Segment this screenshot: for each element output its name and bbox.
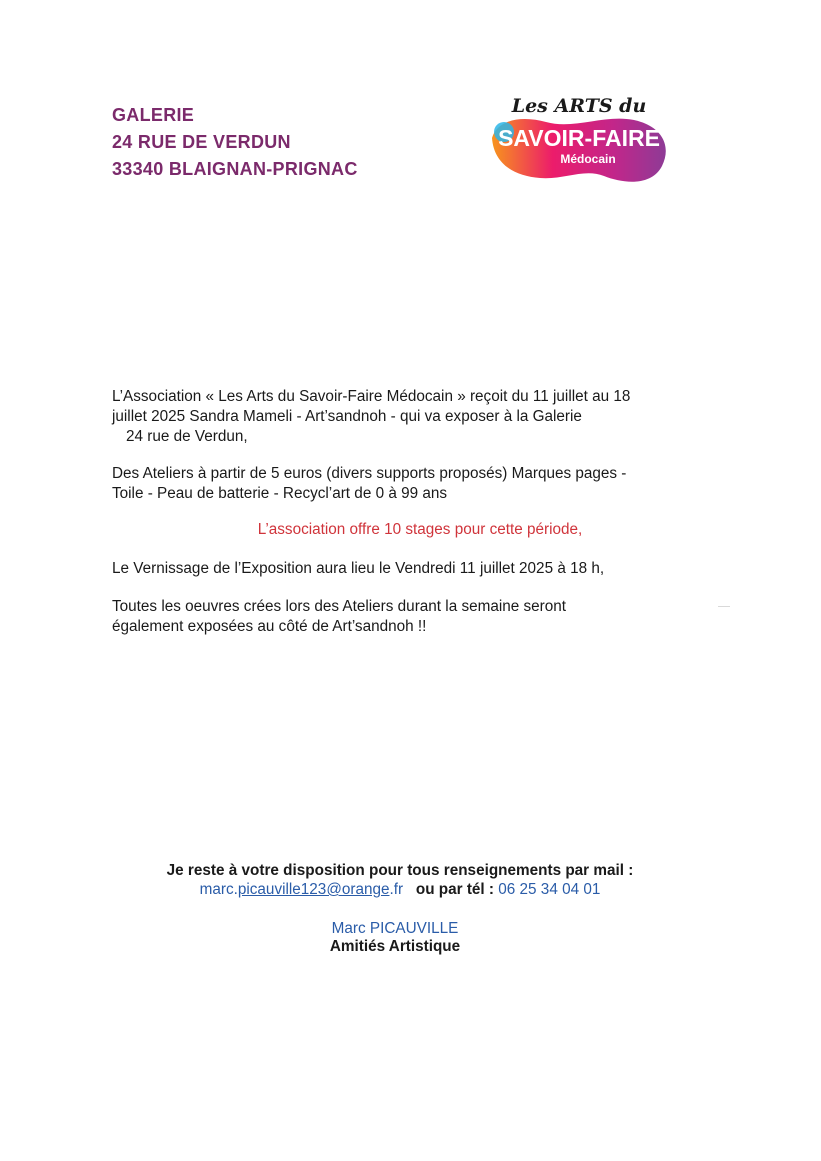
sender-line-city: 33340 BLAIGNAN-PRIGNAC	[112, 159, 358, 179]
paragraph-exhibition	[112, 387, 630, 447]
email-suffix: .fr	[389, 881, 404, 898]
logo-main-text: SAVOIR-FAIRE	[498, 125, 660, 151]
sender-line-gallery: GALERIE	[112, 105, 195, 125]
logo-top-text: Les ARTS du	[511, 95, 647, 117]
paragraph-vernissage	[112, 559, 604, 579]
sender-address	[112, 102, 358, 183]
paragraph-line: 24 rue de Verdun,	[126, 428, 248, 445]
scan-mark	[718, 606, 730, 607]
paragraph-line: Des Ateliers à partir de 5 euros (divers supports proposés) Marques pages -	[112, 465, 627, 482]
paragraph-line: L’Association « Les Arts du Savoir-Faire Médocain » reçoit du 11 juillet au 18	[112, 388, 631, 405]
paragraph-line: Toile - Peau de batterie - Recycl’art de 0 à 99 ans	[112, 485, 448, 502]
logo-graphic	[484, 88, 674, 193]
paragraph-line: Le Vernissage de l’Exposition aura lieu le Vendredi 11 juillet 2025 à 18 h,	[112, 560, 605, 577]
signature-closing: Amitiés Artistique	[329, 938, 461, 955]
association-logo	[484, 88, 674, 193]
contact-line	[0, 880, 800, 900]
logo-sub-text: Médocain	[560, 152, 616, 166]
paragraph-works	[112, 597, 566, 637]
sender-line-street: 24 RUE DE VERDUN	[112, 132, 291, 152]
paragraph-line: juillet 2025 Sandra Mameli - Art’sandnoh - qui va exposer à la Galerie	[112, 408, 582, 425]
contact-intro: Je reste à votre disposition pour tous renseignements par mail :	[166, 862, 634, 879]
paragraph-line: également exposées au côté de Art’sandnoh !!	[112, 618, 427, 635]
paragraph-workshops	[112, 464, 626, 504]
highlight-stages: L’association offre 10 stages pour cette période,	[257, 521, 583, 538]
email-link[interactable]: picauville123@orange	[237, 881, 390, 898]
email-prefix: marc.	[199, 881, 238, 898]
phone-label: ou par tél :	[415, 881, 495, 898]
phone-number: 06 25 34 04 01	[498, 881, 601, 898]
paragraph-line: Toutes les oeuvres crées lors des Ateliers durant la semaine seront	[112, 598, 567, 615]
signature-name: Marc PICAUVILLE	[331, 920, 459, 937]
